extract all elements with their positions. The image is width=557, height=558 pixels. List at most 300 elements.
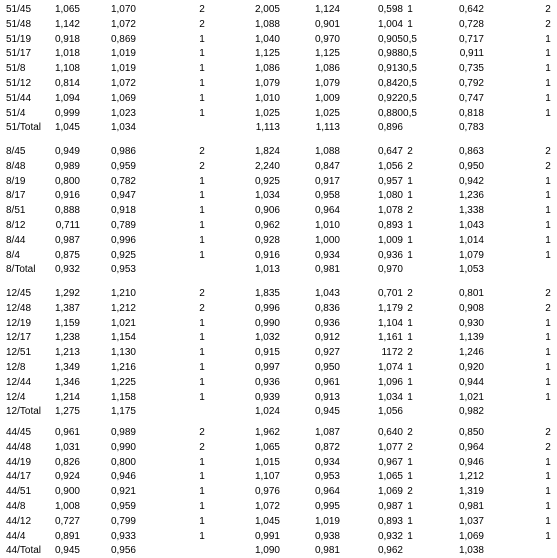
cell-value: 1,113 [315,122,340,134]
cell-value: 0,976 [254,486,280,498]
cell-value: 0,987 [54,234,80,246]
cell-value: 2 [545,441,551,453]
cell-value: 0,990 [254,317,280,329]
cell-value: 1,292 [54,288,80,299]
cell-value: 1,139 [458,332,484,344]
cell-value: 0,800 [54,175,80,187]
cell-value: 1 [199,234,205,246]
row-label: 12/17 [6,332,32,344]
cell-value: 1 [545,456,551,468]
cell-value: 0,783 [458,122,484,134]
row-label: 44/12 [6,515,32,527]
cell-value: 1,045 [54,122,80,134]
cell-value: 1,824 [254,146,280,157]
cell-value [542,404,554,419]
row-label: 12/48 [6,302,32,314]
cell-value: 1 [407,18,413,30]
cell-value: 0,727 [54,515,80,527]
cell-value: 0,642 [458,4,484,15]
cell-value: 0,981 [314,545,340,557]
cell-value: 1,079 [458,249,484,261]
cell-value: 2 [407,302,413,314]
cell-value: 0,945 [54,545,80,557]
cell-value: 1 [199,362,205,373]
table-row [0,514,557,529]
cell-value: 0,999 [54,107,80,119]
cell-value: 1 [407,220,413,231]
table-row [0,159,557,174]
row-label: 12/44 [6,376,32,388]
cell-value: 1,275 [54,406,80,418]
cell-value: 1 [545,234,551,246]
cell-value: 1,031 [54,441,80,453]
cell-value: 1 [545,33,551,45]
cell-value: 1,014 [458,234,484,246]
cell-value: 0,5 [403,33,417,45]
cell-value: 1 [199,249,205,261]
cell-value: 1,019 [110,48,136,60]
cell-value: 1 [545,501,551,512]
cell-value: 1,009 [377,234,403,246]
cell-value: 0,896 [377,122,403,134]
cell-value: 0,996 [110,234,136,246]
cell-value: 1,023 [110,107,136,119]
cell-value: 1,072 [254,501,280,512]
row-label: 44/45 [6,427,32,438]
cell-value: 1 [199,63,205,75]
cell-value: 1,069 [377,486,403,498]
cell-value: 0,735 [458,63,484,75]
table-row [0,316,557,331]
cell-value: 0,711 [55,220,80,231]
cell-value: 0,888 [54,205,80,217]
row-label: 44/17 [6,471,32,483]
row-label: 51/17 [6,48,32,60]
cell-value: 1,040 [254,33,280,45]
row-label: 51/19 [6,33,32,45]
cell-value: 0,946 [458,456,484,468]
cell-value: 0,905 [377,33,403,45]
row-label: 12/Total [6,406,42,418]
cell-value: 1,019 [110,63,136,75]
cell-value: 1,175 [110,406,136,418]
cell-value: 0,921 [110,486,136,498]
cell-value: 1 [199,317,205,329]
cell-value: 0,932 [377,530,403,542]
total-row [0,543,557,558]
cell-value: 1 [545,317,551,329]
row-label: 51/45 [6,4,32,15]
row-label: 8/44 [6,234,26,246]
cell-value: 1,096 [377,376,403,388]
cell-value: 1,238 [54,332,80,344]
cell-value: 0,924 [54,471,80,483]
row-label: 12/8 [6,362,26,373]
cell-value: 0,961 [314,376,340,388]
cell-value: 0,5 [403,107,417,119]
row-label: 8/4 [6,249,20,261]
cell-value: 2 [407,427,413,438]
cell-value [196,404,208,419]
cell-value: 0,936 [377,249,403,261]
cell-value: 1 [407,362,413,373]
cell-value: 1 [545,530,551,542]
cell-value: 1 [199,501,205,512]
cell-value: 0,946 [110,471,136,483]
cell-value: 2 [545,160,551,172]
cell-value: 2 [199,302,205,314]
cell-value: 1,319 [458,486,484,498]
cell-value: 1 [199,486,205,498]
cell-value: 1,210 [110,288,136,299]
cell-value: 0,918 [54,33,80,45]
cell-value: 1 [199,107,205,119]
cell-value: 0,967 [377,456,403,468]
cell-value: 1,045 [254,515,280,527]
cell-value: 1 [407,332,413,344]
cell-value: 1,010 [254,92,280,104]
cell-value: 1,349 [54,362,80,373]
cell-value: 0,925 [254,175,280,187]
cell-value: 1,962 [254,427,280,438]
cell-value: 0,986 [110,146,136,157]
cell-value: 2 [199,427,205,438]
cell-value: 0,934 [314,456,340,468]
cell-value: 1,008 [54,501,80,512]
cell-value: 1 [407,515,413,527]
cell-value: 1 [545,347,551,359]
cell-value: 1 [199,332,205,344]
row-label: 12/4 [6,391,26,403]
cell-value: 1,212 [458,471,484,483]
cell-value: 0,869 [110,33,136,45]
table-row [0,455,557,470]
cell-value: 0,953 [314,471,340,483]
total-row [0,120,557,135]
cell-value: 1 [199,220,205,231]
cell-value: 1,236 [458,190,484,202]
cell-value: 1,037 [458,515,484,527]
cell-value: 0,640 [377,427,403,438]
cell-value: 1,080 [377,190,403,202]
cell-value: 0,950 [458,160,484,172]
cell-value: 1,034 [377,391,403,403]
cell-value: 0,938 [314,530,340,542]
cell-value: 1 [199,92,205,104]
cell-value: 0,891 [54,530,80,542]
cell-value: 1,124 [314,4,340,15]
cell-value: 1,056 [377,160,403,172]
cell-value: 0,949 [54,146,80,157]
cell-value: 0,970 [377,264,403,276]
cell-value: 0,930 [458,317,484,329]
cell-value: 0,908 [458,302,484,314]
cell-value: 0,991 [254,530,280,542]
cell-value: 1,090 [254,545,280,557]
cell-value: 1,130 [110,347,136,359]
cell-value: 1 [545,471,551,483]
cell-value: 1 [407,376,413,388]
cell-value: 1,108 [54,63,80,75]
cell-value: 1,043 [458,220,484,231]
row-label: 8/19 [6,175,26,187]
cell-value: 0,893 [377,220,403,231]
cell-value: 0,982 [458,406,484,418]
cell-value: 1,065 [254,441,280,453]
table-row [0,218,557,233]
cell-value: 0,872 [314,441,340,453]
cell-value: 0,913 [314,391,340,403]
cell-value: 1 [545,78,551,89]
cell-value: 1172 [381,347,403,359]
cell-value: 0,934 [314,249,340,261]
cell-value: 1 [199,190,205,202]
cell-value: 0,987 [377,501,403,512]
cell-value: 1,213 [54,347,80,359]
table-row [0,91,557,106]
cell-value: 1 [545,515,551,527]
cell-value: 0,906 [254,205,280,217]
cell-value: 1,013 [254,264,280,276]
cell-value: 1,077 [377,441,403,453]
cell-value: 0,901 [314,18,340,30]
cell-value: 2 [407,347,413,359]
cell-value: 2 [199,160,205,172]
cell-value: 1 [199,33,205,45]
cell-value: 1 [545,107,551,119]
row-label: 51/Total [6,122,42,134]
row-label: 8/17 [6,190,26,202]
cell-value [396,543,424,558]
cell-value: 1,104 [377,317,403,329]
cell-value: 1 [199,48,205,60]
table-row [0,469,557,484]
cell-value [396,404,424,419]
cell-value: 1,056 [377,406,403,418]
cell-value: 1,018 [54,48,80,60]
cell-value: 1 [407,234,413,246]
cell-value: 1 [199,347,205,359]
cell-value: 0,814 [54,78,80,89]
cell-value [396,262,424,277]
cell-value: 0,950 [314,362,340,373]
cell-value: 1,154 [110,332,136,344]
cell-value: 0,5 [403,78,417,89]
cell-value: 1,069 [458,530,484,542]
row-label: 12/19 [6,317,32,329]
cell-value: 2 [545,288,551,299]
cell-value: 1,835 [254,288,280,299]
cell-value: 0,947 [110,190,136,202]
cell-value [196,543,208,558]
cell-value: 0,989 [110,427,136,438]
cell-value: 0,893 [377,515,403,527]
cell-value: 2 [545,427,551,438]
cell-value: 1,159 [54,317,80,329]
row-label: 51/44 [6,92,32,104]
table-row [0,248,557,263]
cell-value: 0,916 [254,249,280,261]
row-label: 8/45 [6,146,26,157]
table-row [0,17,557,32]
cell-value [196,120,208,135]
cell-value: 2 [407,160,413,172]
cell-value: 1,216 [110,362,136,373]
table-row [0,76,557,91]
cell-value: 0,847 [314,160,340,172]
cell-value: 0,962 [377,545,403,557]
cell-value: 0,863 [458,146,484,157]
cell-value: 1 [545,190,551,202]
cell-value: 2,240 [254,160,280,172]
cell-value: 0,911 [459,48,484,60]
cell-value: 0,996 [254,302,280,314]
cell-value: 0,836 [314,302,340,314]
cell-value: 1,125 [254,48,280,60]
cell-value: 1 [407,249,413,261]
cell-value: 2 [545,302,551,314]
table-row [0,425,557,440]
cell-value: 1 [545,362,551,373]
cell-value [542,543,554,558]
cell-value: 1,065 [54,4,80,15]
cell-value: 2 [545,4,551,15]
cell-value: 1 [545,220,551,231]
cell-value: 1,019 [314,515,340,527]
cell-value: 0,900 [54,486,80,498]
cell-value: 2 [407,146,413,157]
cell-value: 0,959 [110,160,136,172]
cell-value: 2,005 [254,4,280,15]
cell-value: 0,912 [314,332,340,344]
cell-value: 1,088 [254,18,280,30]
table-row [0,106,557,121]
cell-value: 2 [199,288,205,299]
cell-value: 1 [199,456,205,468]
cell-value: 1,079 [254,78,280,89]
table-row [0,32,557,47]
table-row [0,203,557,218]
cell-value: 1 [545,486,551,498]
cell-value: 0,920 [458,362,484,373]
table-row [0,440,557,455]
table-row [0,499,557,514]
table-row [0,46,557,61]
cell-value: 1,034 [254,190,280,202]
row-label: 44/Total [6,545,42,557]
cell-value: 1 [407,391,413,403]
cell-value: 0,989 [54,160,80,172]
cell-value: 2 [199,18,205,30]
cell-value: 0,928 [254,234,280,246]
cell-value: 1 [199,391,205,403]
cell-value: 0,801 [458,288,484,299]
cell-value: 0,880 [377,107,403,119]
cell-value: 1,021 [110,317,136,329]
cell-value: 1,025 [314,107,340,119]
cell-value: 1 [199,376,205,388]
cell-value: 1 [407,4,413,15]
row-label: 8/Total [6,264,36,276]
row-label: 8/48 [6,160,26,172]
cell-value: 1 [545,48,551,60]
cell-value: 1 [199,515,205,527]
cell-value: 0,800 [110,456,136,468]
cell-value: 1,338 [458,205,484,217]
table-row [0,484,557,499]
cell-value: 1 [545,175,551,187]
cell-value: 0,789 [110,220,136,231]
cell-value: 1,009 [314,92,340,104]
cell-value: 1 [407,190,413,202]
cell-value: 1,034 [110,122,136,134]
cell-value: 1,125 [314,48,340,60]
cell-value: 2 [545,18,551,30]
cell-value: 0,747 [458,92,484,104]
cell-value: 0,945 [314,406,340,418]
cell-value: 1,072 [110,18,136,30]
cell-value: 0,701 [377,288,403,299]
cell-value: 0,964 [314,205,340,217]
cell-value: 2 [407,441,413,453]
cell-value: 2 [407,486,413,498]
cell-value: 1,087 [314,427,340,438]
cell-value: 1,032 [254,332,280,344]
cell-value: 0,850 [458,427,484,438]
cell-value: 1,078 [377,205,403,217]
row-label: 51/4 [6,107,26,119]
cell-value: 1 [545,376,551,388]
cell-value: 0,995 [314,501,340,512]
cell-value: 1,070 [110,4,136,15]
cell-value: 0,933 [110,530,136,542]
total-row [0,262,557,277]
cell-value: 0,961 [54,427,80,438]
cell-value: 0,964 [314,486,340,498]
cell-value: 1,246 [458,347,484,359]
cell-value: 0,728 [458,18,484,30]
cell-value: 1,212 [110,302,136,314]
cell-value: 1,043 [314,288,340,299]
cell-value: 0,925 [110,249,136,261]
cell-value: 0,916 [54,190,80,202]
cell-value: 1,010 [314,220,340,231]
cell-value: 1,214 [54,391,80,403]
cell-value [542,120,554,135]
table-row [0,345,557,360]
table-row [0,174,557,189]
cell-value: 1,025 [254,107,280,119]
table-row [0,529,557,544]
cell-value: 0,717 [458,33,484,45]
cell-value: 1,387 [54,302,80,314]
cell-value: 0,799 [110,515,136,527]
cell-value: 1,107 [254,471,280,483]
cell-value: 0,915 [254,347,280,359]
cell-value: 1 [407,456,413,468]
cell-value: 1 [199,530,205,542]
cell-value: 0,5 [403,92,417,104]
cell-value: 0,981 [458,501,484,512]
cell-value: 2 [199,146,205,157]
cell-value: 0,962 [254,220,280,231]
cell-value: 1,088 [314,146,340,157]
cell-value: 1,072 [110,78,136,89]
cell-value: 0,647 [377,146,403,157]
cell-value: 1,158 [110,391,136,403]
cell-value: 2 [199,4,205,15]
cell-value: 1 [407,317,413,329]
